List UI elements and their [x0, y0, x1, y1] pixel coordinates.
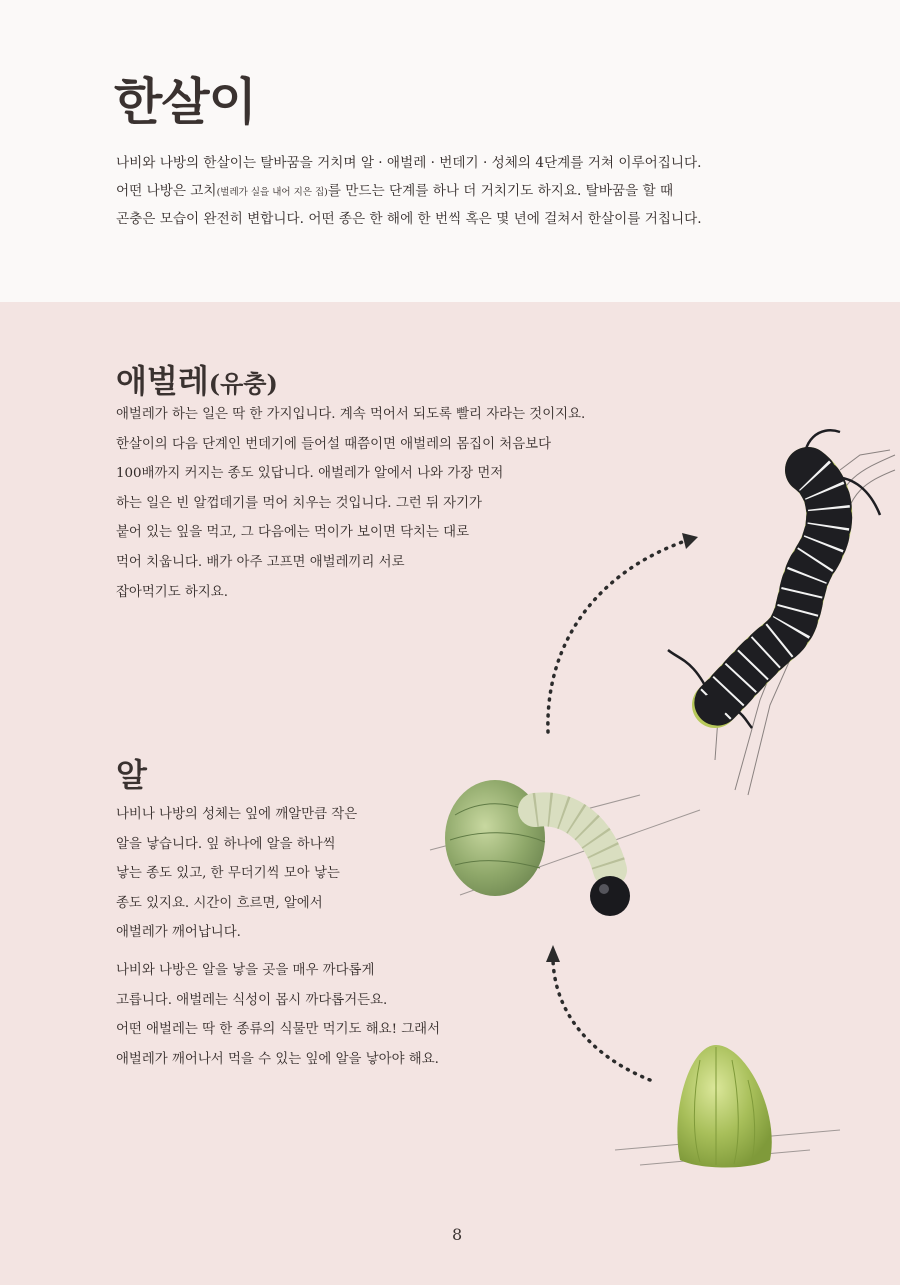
- larva-line: 잡아먹기도 하지요.: [116, 584, 228, 600]
- larva-line: 먹어 치웁니다. 배가 아주 고프면 애벌레끼리 서로: [116, 554, 405, 570]
- egg-line: 어떤 애벌레는 딱 한 종류의 식물만 먹기도 해요! 그래서: [116, 1022, 441, 1038]
- egg-heading: 알: [116, 756, 147, 794]
- egg-line: 애벌레가 깨어납니다.: [116, 925, 241, 941]
- larva-line: 100배까지 커지는 종도 있답니다. 애벌레가 알에서 나와 가장 먼저: [116, 466, 504, 482]
- page-number: 8: [452, 1225, 463, 1244]
- dotted-arrow-up: [548, 533, 698, 732]
- page-title: 한살이: [114, 72, 256, 131]
- egg-line: 낳는 종도 있고, 한 무더기씩 모아 낳는: [116, 866, 340, 882]
- larva-heading-text: 애벌레: [116, 362, 209, 400]
- larva-heading-paren: (유충): [208, 369, 278, 398]
- dotted-arrow-up: [546, 945, 650, 1080]
- intro-text: 어떤 나방은 고치: [116, 182, 217, 199]
- monarch-caterpillar-illustration: [668, 430, 880, 728]
- intro-footnote: (벌레가 실을 내어 지은 집): [216, 186, 328, 198]
- intro-line: 나비와 나방의 한살이는 탈바꿈을 거치며 알 · 애벌레 · 번데기 · 성체의 4단계를 거쳐 이루어집니다.: [116, 155, 702, 171]
- egg-line: 알을 낳습니다. 잎 하나에 알을 하나씩: [116, 836, 336, 852]
- larva-line: 붙어 있는 잎을 먹고, 그 다음에는 먹이가 보이면 닥치는 대로: [116, 525, 470, 541]
- larva-line: 한살이의 다음 단계인 번데기에 들어설 때쯤이면 애벌레의 몸집이 처음보다: [116, 436, 552, 452]
- egg-line: 고릅니다. 애벌레는 식성이 몹시 까다롭거든요.: [116, 992, 388, 1008]
- egg-line: 애벌레가 깨어나서 먹을 수 있는 잎에 알을 낳아야 해요.: [116, 1051, 439, 1067]
- egg-line: 종도 있지요. 시간이 흐르면, 알에서: [116, 895, 323, 911]
- intro-text: 를 만드는 단계를 하나 더 거치기도 하지요. 탈바꿈을 할 때: [327, 182, 674, 199]
- egg-line: 나비와 나방은 알을 낳을 곳을 매우 까다롭게: [116, 963, 375, 978]
- larva-line: 애벌레가 하는 일은 딱 한 가지입니다. 계속 먹어서 되도록 빨리 자라는 것이지요.: [116, 407, 586, 422]
- hatching-caterpillar-illustration: [430, 780, 700, 916]
- intro-line: 곤충은 모습이 완전히 변합니다. 어떤 종은 한 해에 한 번씩 혹은 몇 년에 걸쳐서 한살이를 거칩니다.: [116, 211, 702, 227]
- egg-illustration: [615, 1045, 840, 1168]
- larva-line: 하는 일은 빈 알껍데기를 먹어 치우는 것입니다. 그런 뒤 자기가: [116, 495, 482, 511]
- egg-line: 나비나 나방의 성체는 잎에 깨알만큼 작은: [116, 807, 358, 822]
